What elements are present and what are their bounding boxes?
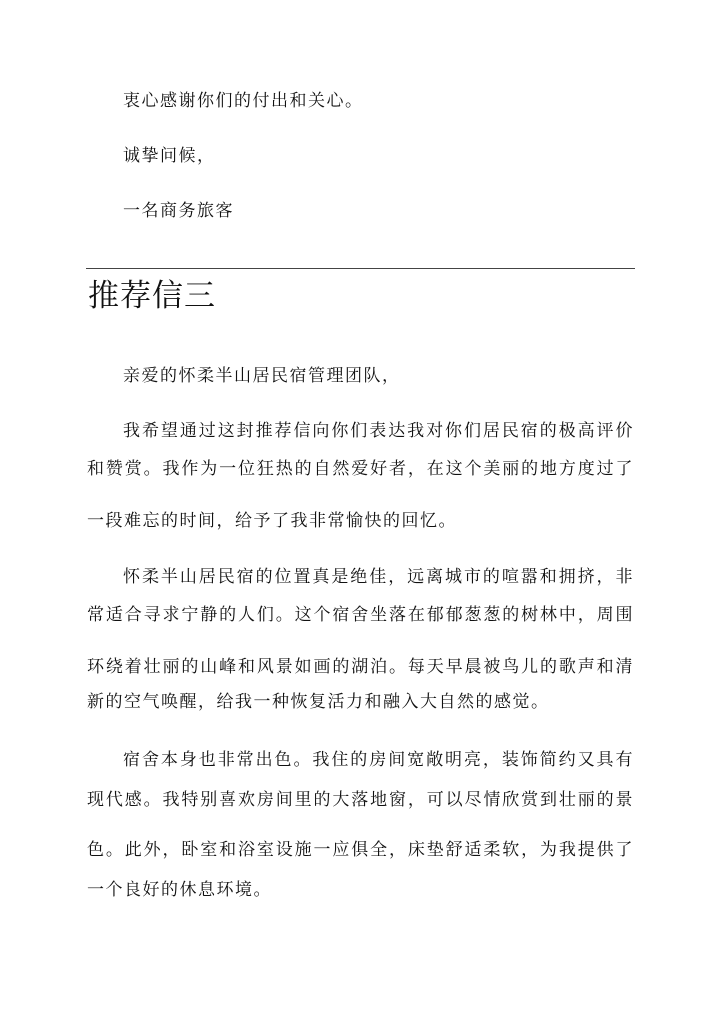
paragraph-3-line-2: 现代感。我特别喜欢房间里的大落地窗，可以尽情欣赏到壮丽的景 [87,790,634,810]
paragraph-2-line-4: 新的空气唤醒，给我一种恢复活力和融入大自然的感觉。 [87,692,550,712]
letter-title: 推荐信三 [88,278,216,314]
paragraph-3-line-4: 一个良好的休息环境。 [87,880,272,900]
paragraph-1-line-1: 我希望通过这封推荐信向你们表达我对你们居民宿的极高评价 [123,421,634,441]
closing-signature: 一名商务旅客 [123,201,234,221]
closing-thanks: 衷心感谢你们的付出和关心。 [123,91,364,111]
paragraph-2-line-3: 环绕着壮丽的山峰和风景如画的湖泊。每天早晨被鸟儿的歌声和清 [87,657,634,677]
paragraph-1-line-3: 一段难忘的时间，给予了我非常愉快的回忆。 [87,511,457,531]
letter-salutation: 亲爱的怀柔半山居民宿管理团队， [123,366,401,386]
paragraph-2-line-1: 怀柔半山居民宿的位置真是绝佳，远离城市的喧嚣和拥挤，非 [123,567,634,587]
paragraph-3-line-1: 宿舍本身也非常出色。我住的房间宽敞明亮，装饰简约又具有 [123,750,634,770]
paragraph-1-line-2: 和赞赏。我作为一位狂热的自然爱好者，在这个美丽的地方度过了 [87,459,634,479]
section-divider [86,268,635,269]
paragraph-2-line-2: 常适合寻求宁静的人们。这个宿舍坐落在郁郁葱葱的树林中，周围 [87,605,634,625]
closing-regards: 诚挚问候， [123,146,216,166]
paragraph-3-line-3: 色。此外，卧室和浴室设施一应俱全，床垫舒适柔软，为我提供了 [87,840,634,860]
